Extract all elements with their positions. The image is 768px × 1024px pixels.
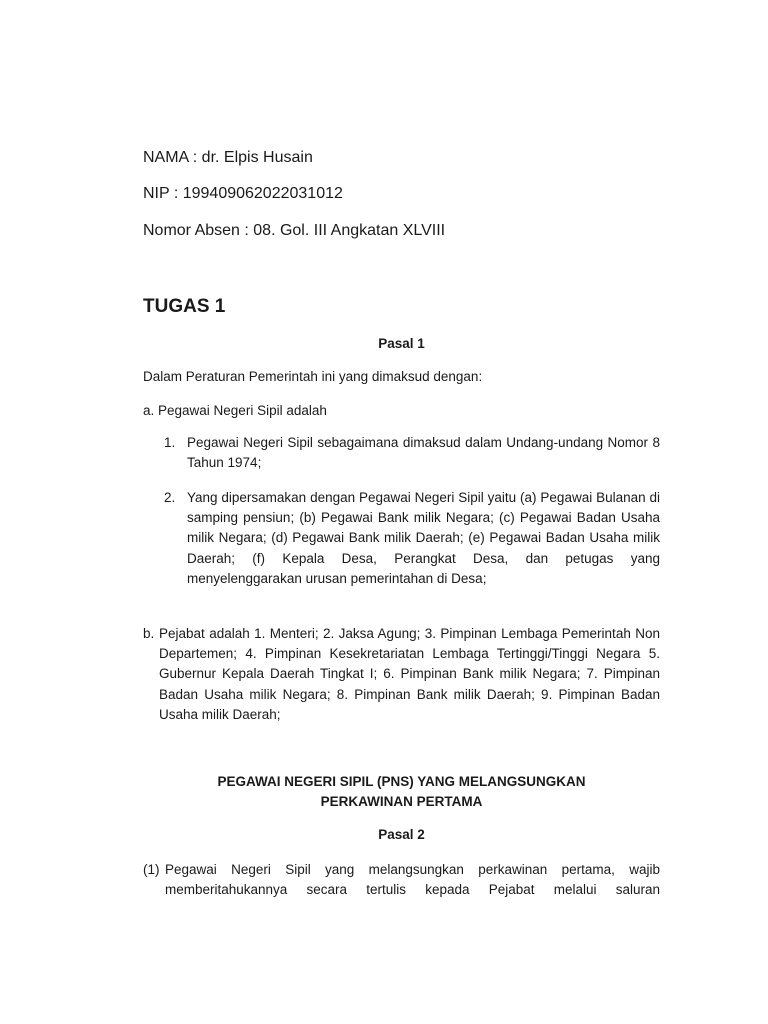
identity-absen: Nomor Absen : 08. Gol. III Angkatan XLVIII xyxy=(143,222,446,239)
pasal-1-sub-item-1 xyxy=(164,433,660,473)
assignment-heading: TUGAS 1 xyxy=(143,296,226,317)
list-marker: 2. xyxy=(164,490,176,505)
pasal-2-title: Pasal 2 xyxy=(378,827,425,842)
pasal-1-item-a: a. Pegawai Negeri Sipil adalah xyxy=(143,403,327,418)
list-item-text: Pegawai Negeri Sipil yang melangsungkan perkawinan pertama, wajib memberitahukannya secara tertulis kepada Pejabat melalui saluran xyxy=(165,862,660,898)
section-title-line-2: PERKAWINAN PERTAMA xyxy=(320,794,483,809)
section-title-line-1: PEGAWAI NEGERI SIPIL (PNS) YANG MELANGSUNGKAN xyxy=(217,774,586,789)
pasal-1-title: Pasal 1 xyxy=(378,336,425,351)
pasal-1-sub-item-2 xyxy=(164,488,660,589)
list-marker: b. xyxy=(143,626,155,641)
identity-name: NAMA : dr. Elpis Husain xyxy=(143,149,313,166)
identity-nip: NIP : 199409062022031012 xyxy=(143,185,343,202)
list-item-text: Pegawai Negeri Sipil sebagaimana dimaksud dalam Undang-undang Nomor 8 Tahun 1974; xyxy=(187,435,660,471)
list-item-text: Pejabat adalah 1. Menteri; 2. Jaksa Agung; 3. Pimpinan Lembaga Pemerintah Non Departemen; 4. Pimpinan Kesekretariatan Lembaga Tertinggi/Tinggi Negara 5. Gubernur Kepala Daerah Tingkat I; 6. Pimpinan Bank milik Negara; 7. Pimpinan Badan Usaha milik Negara; 8. Pimpinan Bank milik Daerah; 9. Pimpinan Badan Usaha milik Daerah; xyxy=(159,626,660,722)
pasal-1-item-b xyxy=(143,624,660,725)
pasal-2-item-1 xyxy=(143,860,660,900)
pasal-1-intro: Dalam Peraturan Pemerintah ini yang dimaksud dengan: xyxy=(143,369,483,384)
list-marker: 1. xyxy=(164,435,176,450)
list-item-text: Yang dipersamakan dengan Pegawai Negeri Sipil yaitu (a) Pegawai Bulanan di samping pensiun; (b) Pegawai Bank milik Negara; (c) Pegawai Badan Usaha milik Negara; (d) Pegawai Bank milik Daerah; (e) Pegawai Badan Usaha milik Daerah; (f) Kepala Desa, Perangkat Desa, dan petugas yang menyelenggarakan urusan pemerintahan di Desa; xyxy=(187,490,660,586)
list-marker: (1) xyxy=(143,862,160,877)
